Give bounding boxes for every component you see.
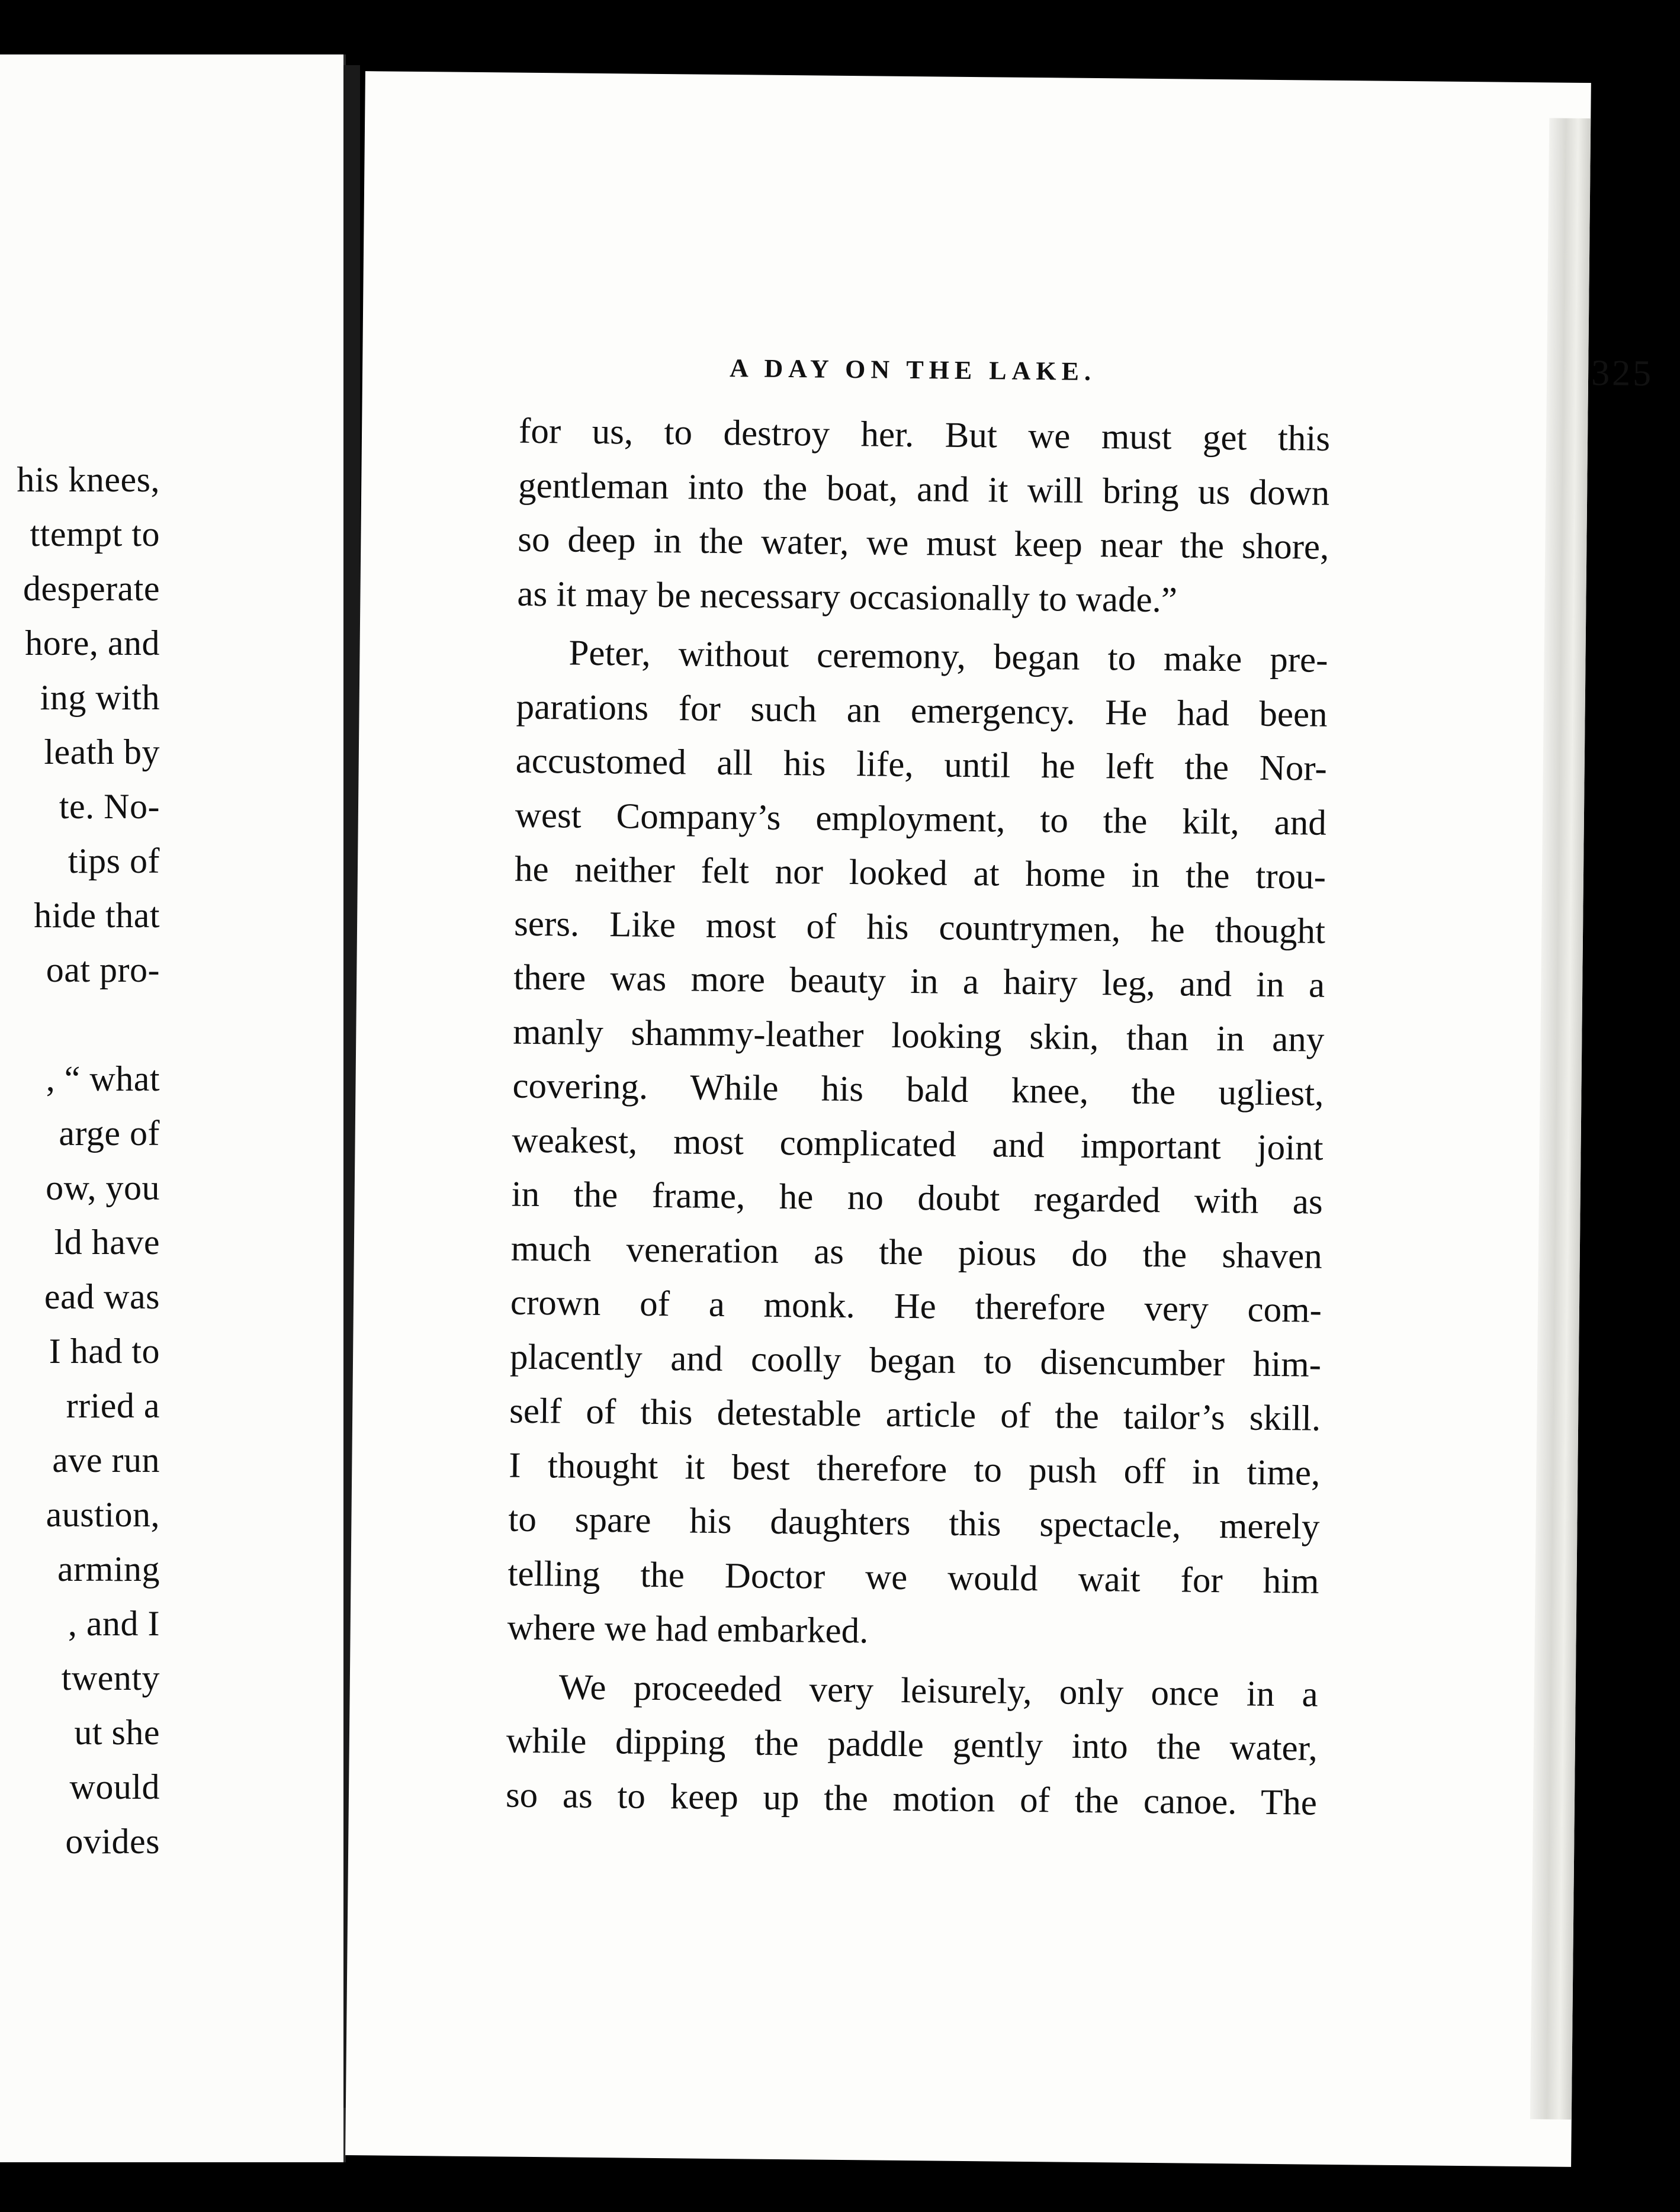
left-line: oat pro-	[46, 950, 160, 989]
text-line: Peter, without ceremony, began to make pre-	[568, 633, 1328, 680]
page-header	[730, 344, 1678, 395]
left-line: hide that	[34, 896, 160, 935]
left-line: ead was	[44, 1277, 160, 1316]
running-title: A DAY ON THE LAKE.	[729, 353, 1097, 387]
right-page	[345, 71, 1654, 2167]
left-line: ovides	[65, 1822, 160, 1861]
text-line: while dipping the paddle gently into the water,	[506, 1721, 1318, 1769]
left-line: would	[69, 1767, 160, 1806]
text-line: for us, to destroy her. But we must get this	[518, 411, 1331, 459]
text-line: in the frame, he no doubt regarded with as	[511, 1174, 1324, 1222]
text-line: sers. Like most of his countrymen, he thought	[513, 904, 1326, 951]
text-line: manly shammy-leather looking skin, than in any	[513, 1012, 1325, 1060]
body-text	[506, 404, 1331, 1830]
text-line: as it may be necessary occasionally to wade.”	[517, 574, 1178, 620]
text-line: telling the Doctor we would wait for him	[507, 1554, 1319, 1602]
paragraph	[517, 404, 1330, 629]
left-line: austion,	[46, 1495, 160, 1534]
text-line: parations for such an emergency. He had been	[516, 687, 1328, 735]
text-line: placently and coolly began to disencumber him-	[509, 1337, 1322, 1385]
text-line: so as to keep up the motion of the canoe. The	[505, 1775, 1318, 1823]
left-line: his knees,	[17, 460, 160, 499]
left-line: te. No-	[59, 787, 160, 826]
text-line: west Company’s employment, to the kilt, and	[515, 795, 1327, 843]
text-line: self of this detestable article of the tailor’s skill.	[509, 1391, 1321, 1439]
paragraph	[506, 1660, 1319, 1830]
text-line: to spare his daughters this spectacle, merely	[508, 1499, 1320, 1547]
page-number: 325	[1591, 353, 1654, 394]
left-page-text	[0, 452, 160, 1869]
text-line: accustomed all his life, until he left the Nor-	[515, 741, 1328, 789]
text-line: I thought it best therefore to push off in time,	[509, 1445, 1321, 1493]
text-line: We proceeded very leisurely, only once in a	[558, 1667, 1319, 1715]
left-line: arge of	[59, 1114, 160, 1153]
left-line: I had to	[49, 1332, 160, 1371]
left-line: ow, you	[46, 1168, 160, 1207]
left-line: ing with	[40, 678, 160, 717]
text-line: gentleman into the boat, and it will bring us down	[518, 465, 1330, 513]
left-page	[0, 54, 346, 2162]
left-line: arming	[57, 1549, 160, 1589]
left-line: , “ what	[46, 1059, 160, 1098]
left-line: ave run	[52, 1441, 160, 1480]
left-line: ut she	[74, 1713, 160, 1752]
left-line: leath by	[44, 732, 160, 771]
text-line: he neither felt nor looked at home in the trou-	[514, 849, 1326, 897]
left-line: rried a	[66, 1386, 160, 1425]
left-line: twenty	[61, 1658, 160, 1697]
left-line: ld have	[54, 1223, 160, 1262]
text-line: where we had embarked.	[507, 1607, 869, 1651]
left-line	[0, 997, 160, 1052]
left-line: hore, and	[25, 623, 160, 663]
text-line: weakest, most complicated and important joint	[512, 1120, 1324, 1168]
left-line: tips of	[68, 841, 160, 880]
text-line: much veneration as the pious do the shaven	[510, 1229, 1323, 1277]
text-line: so deep in the water, we must keep near the shore,	[518, 519, 1329, 567]
text-line: crown of a monk. He therefore very com-	[510, 1282, 1322, 1330]
left-line: desperate	[23, 569, 160, 608]
left-line: , and I	[68, 1604, 160, 1643]
text-line: covering. While his bald knee, the ugliest,	[512, 1066, 1324, 1114]
text-line: there was more beauty in a hairy leg, and in a	[513, 957, 1325, 1005]
page-edge	[1530, 118, 1591, 2120]
paragraph	[507, 626, 1328, 1663]
left-line: ttempt to	[30, 515, 160, 554]
